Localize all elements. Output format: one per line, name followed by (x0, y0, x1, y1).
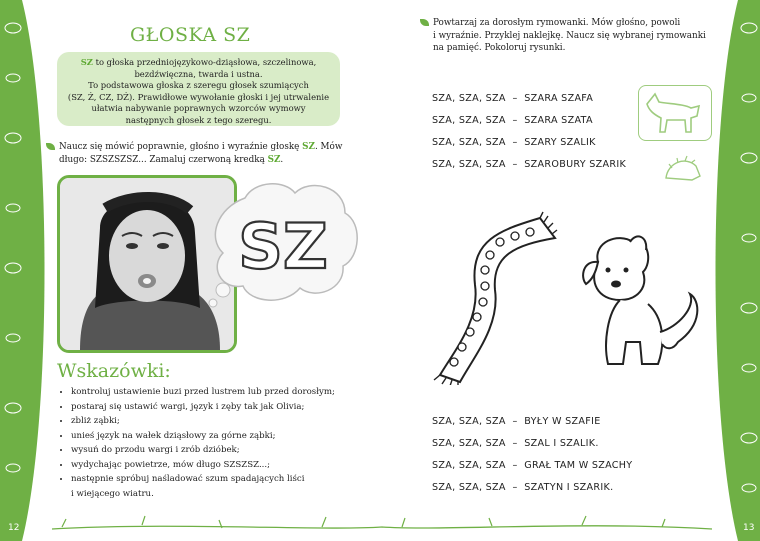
dog-outline-icon (639, 86, 711, 140)
tip-item: • kontroluj ustawienie buzi przed lustrem lub przed dorosłym; (71, 385, 371, 400)
bubble-sz-letters: SZ (238, 210, 328, 283)
instruction-text: Powtarzaj za dorosłym rymowanki. Mów głośno, powoli (433, 18, 681, 28)
rhyme-line: SZA, SZA, SZA – SZARA SZAFA (432, 93, 594, 104)
rhyme-line: SZA, SZA, SZA – SZARA SZATA (432, 115, 593, 126)
rhyme-line: SZA, SZA, SZA – SZARY SZALIK (432, 137, 596, 148)
grass-border-decoration (22, 507, 738, 533)
rhyme-line: SZA, SZA, SZA – SZAL I SZALIK. (432, 438, 599, 449)
definition-line: to głoska przedniojęzykowo-dziąsłowa, szczelinowa, (92, 57, 317, 67)
dog-drawing (578, 232, 703, 372)
tips-heading: Wskazówki: (57, 360, 171, 382)
page-title: GŁOSKA SZ (130, 24, 251, 46)
rhyme-line: SZA, SZA, SZA – SZATYN I SZARIK. (432, 482, 614, 493)
tip-item: i wiejącego wiatru. (71, 488, 154, 499)
page-number-right: 13 (743, 523, 755, 533)
tip-item: • wydychając powietrze, mów długo SZSZSZ...; (71, 458, 371, 473)
speech-bubble (205, 178, 360, 313)
tips-list (57, 385, 371, 501)
definition-line: To podstawowa głoska z szeregu głosek szumiących (88, 80, 309, 91)
instruction-text: . Mów (314, 142, 343, 152)
rhyme-line: SZA, SZA, SZA – GRAŁ TAM W SZACHY (432, 460, 633, 471)
instruction-text: . (280, 154, 284, 165)
definition-line: bezdźwięczna, twarda i ustna. (134, 68, 263, 79)
tip-item: • postaraj się ustawić wargi, język i zęby tak jak Olivia; (71, 400, 371, 415)
rhyme-line: SZA, SZA, SZA – BYŁY W SZAFIE (432, 416, 601, 427)
page-number-left: 12 (8, 523, 20, 533)
sticker-box (638, 85, 712, 141)
left-instruction (46, 141, 346, 166)
tip-item: • następnie spróbuj naśladować szum spadających liści (71, 472, 371, 487)
instruction-text: i wyraźnie. Przyklej naklejkę. Naucz się wybranej rymowanki (433, 30, 706, 41)
instruction-bold: SZ (302, 142, 315, 152)
scarf-drawing (430, 210, 565, 385)
definition-line: następnych głosek z tego szeregu. (125, 114, 272, 125)
instruction-bold: SZ (267, 154, 281, 165)
rhyme-line: SZA, SZA, SZA – SZAROBURY SZARIK (432, 159, 627, 170)
hedgehog-icon (662, 150, 702, 186)
instruction-text: długo: SZSZSZSZ... Zamaluj czerwoną kredką (59, 154, 268, 165)
tip-item: • zbliż ząbki; (71, 414, 371, 429)
instruction-text: Naucz się mówić poprawnie, głośno i wyraźnie głoskę (59, 142, 303, 152)
leaf-icon (738, 8, 760, 528)
tip-item: • wysuń do przodu wargi i zrób dzióbek; (71, 443, 371, 458)
right-instruction (420, 17, 720, 55)
definition-line: ułatwia nabywanie poprawnych wzorców wymowy (91, 103, 306, 114)
definition-lead: SZ (80, 57, 93, 67)
leaf-icon (2, 8, 24, 528)
leaf-bullet-icon (420, 19, 429, 26)
right-page-edge-curve (698, 0, 738, 541)
definition-line: (SZ, Ż, CZ, DŻ). Prawidłowe wywołanie głoski i jej utrwalenie (67, 91, 330, 102)
leaf-bullet-icon (46, 143, 55, 150)
definition-box (57, 52, 340, 126)
instruction-text: na pamięć. Pokoloruj rysunki. (433, 43, 566, 53)
left-page-edge-curve (22, 0, 62, 541)
tip-item: • unieś język na wałek dziąsłowy za górne ząbki; (71, 429, 371, 444)
